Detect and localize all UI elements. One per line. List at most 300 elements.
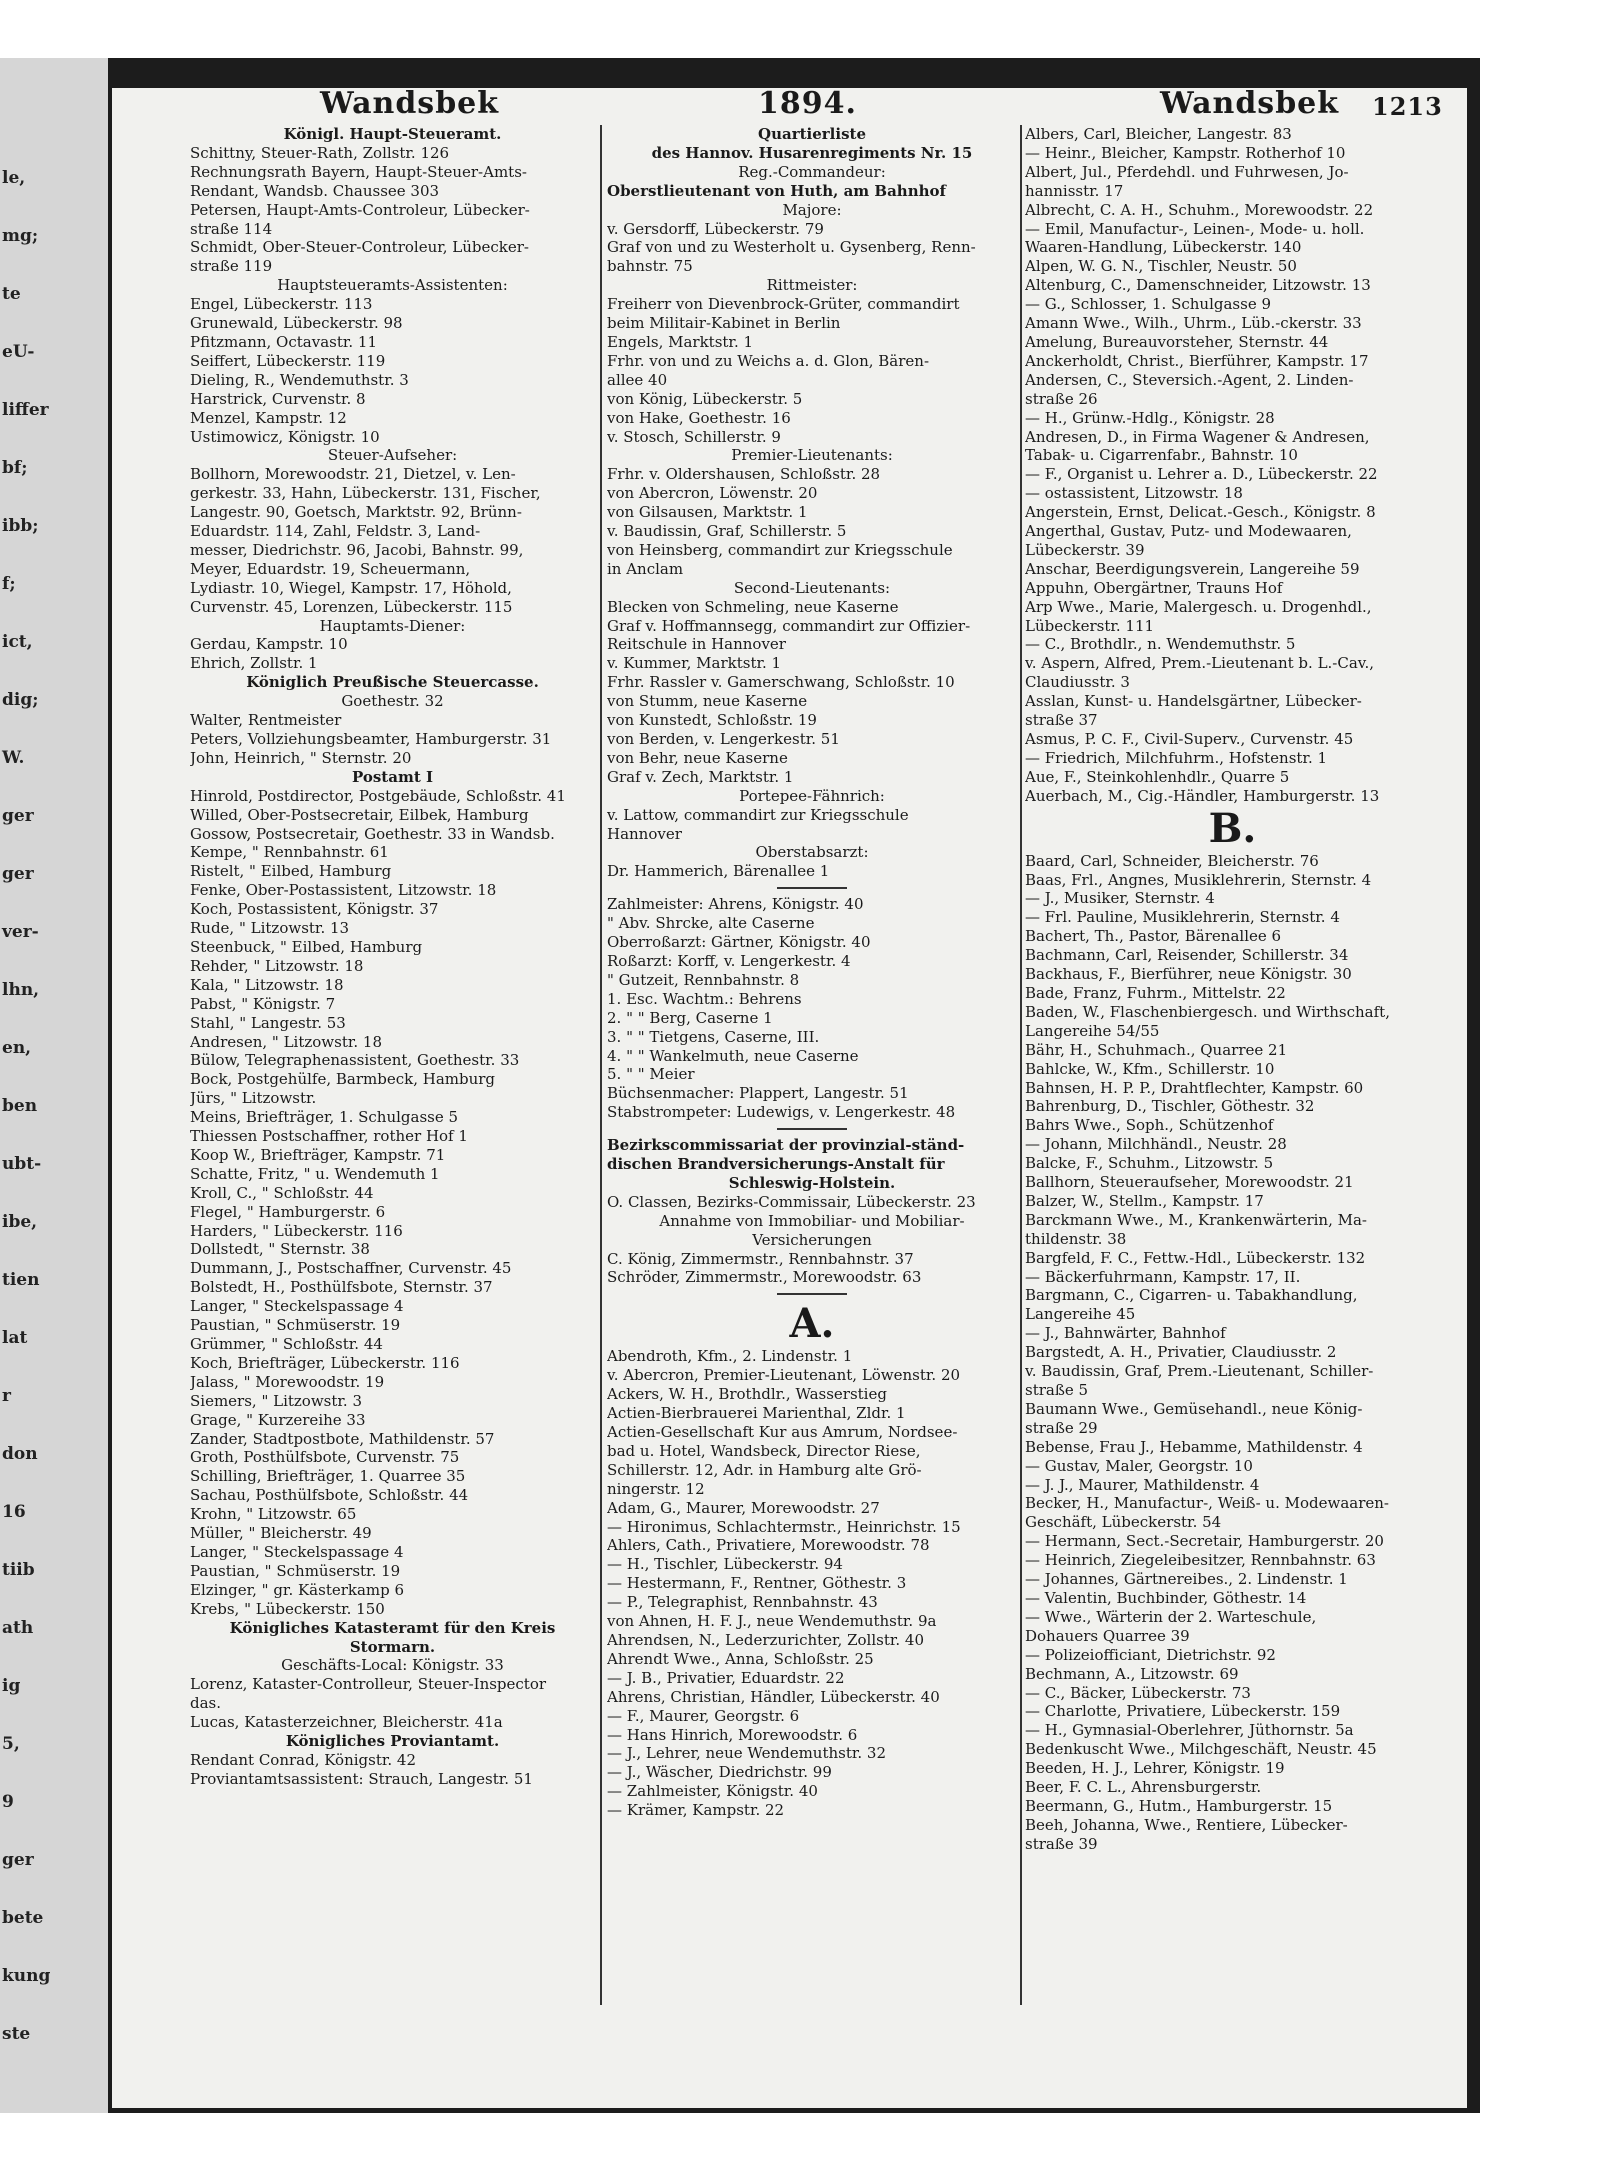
directory-entry: Aue, F., Steinkohlenhdlr., Quarre 5	[1025, 767, 1290, 786]
directory-entry: Koch, Briefträger, Lübeckerstr. 116	[190, 1353, 460, 1372]
directory-entry: Actien-Gesellschaft Kur aus Amrum, Nordsee-	[607, 1423, 958, 1441]
directory-entry: Siemers, " Litzowstr. 3	[190, 1391, 363, 1410]
directory-entry: Andersen, C., Steversich.-Agent, 2. Linden-	[1025, 370, 1354, 389]
directory-entry: — Charlotte, Privatiere, Lübeckerstr. 159	[1025, 1702, 1341, 1721]
directory-entry: von Kunstedt, Schloßstr. 19	[607, 711, 817, 730]
directory-entry: Proviantamtsassistent: Strauch, Langestr. 51	[190, 1769, 533, 1788]
directory-entry: bahnstr. 75	[607, 257, 693, 276]
section-heading: Königliches Katasteramt für den Kreis	[229, 1618, 556, 1637]
facing-page-fragment: 9	[2, 1792, 14, 1812]
directory-entry: C. König, Zimmermstr., Rennbahnstr. 37	[607, 1249, 914, 1268]
directory-entry: Ahrens, Christian, Händler, Lübeckerstr. 40	[607, 1687, 940, 1706]
directory-entry: Graf v. Zech, Marktstr. 1	[607, 767, 794, 786]
directory-entry: Anschar, Beerdigungsverein, Langereihe 59	[1025, 559, 1360, 578]
facing-page-fragment: ibe,	[2, 1212, 38, 1232]
facing-page-fragment: tien	[2, 1270, 40, 1290]
section-heading: Königl. Haupt-Steueramt.	[283, 125, 502, 143]
section-heading: Quartierliste	[758, 125, 866, 143]
directory-entry: Beeden, H. J., Lehrer, Königstr. 19	[1025, 1759, 1285, 1778]
facing-page-fragment: ger	[2, 806, 34, 826]
section-heading: Versicherungen	[752, 1230, 872, 1249]
directory-entry: Eduardstr. 114, Zahl, Feldstr. 3, Land-	[190, 522, 481, 541]
directory-entry: Bezirkscommissariat der provinzial-ständ-	[607, 1136, 965, 1155]
directory-entry: Bolstedt, H., Posthülfsbote, Sternstr. 37	[190, 1278, 493, 1297]
directory-entry: Beermann, G., Hutm., Hamburgerstr. 15	[1025, 1796, 1333, 1815]
directory-entry: straße 37	[1025, 711, 1098, 730]
directory-entry: Amelung, Bureauvorsteher, Sternstr. 44	[1025, 332, 1329, 351]
directory-entry: Baas, Frl., Angnes, Musiklehrerin, Sternstr. 4	[1025, 870, 1372, 889]
directory-entry: Peters, Vollziehungsbeamter, Hamburgerstr. 31	[190, 730, 552, 748]
directory-entry: das.	[190, 1694, 222, 1713]
directory-entry: Andresen, D., in Firma Wagener & Andresen,	[1025, 427, 1370, 446]
directory-entry: Menzel, Kampstr. 12	[190, 408, 347, 427]
directory-entry: Baumann Wwe., Gemüsehandl., neue König-	[1025, 1399, 1363, 1418]
directory-entry: Ackers, W. H., Brothdlr., Wasserstieg	[607, 1385, 887, 1404]
directory-entry: Actien-Bierbrauerei Marienthal, Zldr. 1	[607, 1404, 906, 1423]
directory-entry: Albrecht, C. A. H., Schuhm., Morewoodstr. 22	[1025, 200, 1374, 219]
directory-entry: v. Gersdorff, Lübeckerstr. 79	[607, 219, 824, 238]
facing-page-fragment: le,	[2, 168, 26, 188]
directory-entry: Meyer, Eduardstr. 19, Scheuermann,	[190, 559, 471, 578]
directory-entry: Bargmann, C., Cigarren- u. Tabakhandlung,	[1025, 1286, 1358, 1305]
directory-entry: — F., Maurer, Georgstr. 6	[607, 1706, 800, 1725]
directory-entry: Oberstlieutenant von Huth, am Bahnhof	[607, 181, 946, 200]
directory-entry: — J., Bahnwärter, Bahnhof	[1025, 1324, 1226, 1343]
directory-entry: — Polizeiofficiant, Dietrichstr. 92	[1025, 1645, 1276, 1664]
directory-entry: Dollstedt, " Sternstr. 38	[190, 1240, 370, 1259]
directory-entry: Balzer, W., Stellm., Kampstr. 17	[1025, 1191, 1264, 1210]
directory-entry: Langereihe 45	[1025, 1305, 1136, 1324]
facing-page-fragment: bete	[2, 1908, 44, 1928]
column-middle	[607, 125, 1017, 1820]
directory-entry: Walter, Rentmeister	[190, 711, 342, 730]
directory-entry: — Hironimus, Schlachtermstr., Heinrichstr. 15	[607, 1517, 961, 1536]
directory-entry: 5. " " Meier	[607, 1065, 695, 1084]
directory-entry: Bahnsen, H. P. P., Drahtflechter, Kampstr. 60	[1025, 1078, 1364, 1097]
directory-entry: v. Baudissin, Graf, Prem.-Lieutenant, Schiller-	[1025, 1362, 1374, 1381]
directory-entry: Rechnungsrath Bayern, Haupt-Steuer-Amts-	[190, 162, 527, 181]
directory-entry: — Gustav, Maler, Georgstr. 10	[1025, 1456, 1253, 1475]
facing-page-fragment: W.	[2, 748, 25, 768]
directory-entry: — C., Brothdlr., n. Wendemuthstr. 5	[1025, 635, 1296, 654]
directory-entry: — H., Gymnasial-Oberlehrer, Jüthornstr. 5a	[1025, 1721, 1354, 1740]
section-heading: Portepee-Fähnrich:	[739, 786, 885, 805]
facing-page-fragment: ict,	[2, 632, 33, 652]
directory-entry: von Abercron, Löwenstr. 20	[607, 484, 818, 503]
section-heading: Postamt I	[351, 767, 433, 786]
directory-entry: straße 114	[190, 219, 273, 238]
directory-entry: — Heinrich, Ziegeleibesitzer, Rennbahnstr. 63	[1025, 1551, 1376, 1570]
directory-entry: Stahl, " Langestr. 53	[190, 1013, 346, 1032]
section-heading: Oberstabsarzt:	[755, 843, 869, 862]
directory-entry: von Heinsberg, commandirt zur Kriegsschule	[607, 540, 953, 559]
directory-entry: von Ahnen, H. F. J., neue Wendemuthstr. 9a	[607, 1612, 937, 1631]
facing-page-fragment: kung	[2, 1966, 51, 1986]
directory-entry: — ostassistent, Litzowstr. 18	[1025, 484, 1243, 503]
directory-entry: Schatte, Fritz, " u. Wendemuth 1	[190, 1164, 440, 1183]
directory-entry: Zander, Stadtpostbote, Mathildenstr. 57	[190, 1429, 495, 1448]
section-divider	[777, 1293, 847, 1295]
directory-entry: Claudiusstr. 3	[1025, 673, 1130, 692]
directory-entry: v. Lattow, commandirt zur Kriegsschule	[607, 805, 909, 824]
directory-entry: Meins, Briefträger, 1. Schulgasse 5	[190, 1108, 459, 1127]
directory-entry: straße 26	[1025, 389, 1098, 408]
section-heading: Steuer-Aufseher:	[327, 446, 458, 465]
directory-entry: Thiessen Postschaffner, rother Hof 1	[190, 1127, 468, 1146]
directory-entry: Flegel, " Hamburgerstr. 6	[190, 1202, 386, 1221]
directory-entry: — Hestermann, F., Rentner, Göthestr. 3	[607, 1574, 907, 1593]
directory-entry: 1. Esc. Wachtm.: Behrens	[607, 989, 802, 1008]
section-divider	[777, 1128, 847, 1130]
directory-entry: Engel, Lübeckerstr. 113	[190, 295, 373, 314]
directory-entry: — P., Telegraphist, Rennbahnstr. 43	[607, 1593, 878, 1612]
directory-entry: Paustian, " Schmüserstr. 19	[190, 1561, 401, 1580]
directory-entry: Kempe, " Rennbahnstr. 61	[190, 843, 389, 862]
directory-entry: messer, Diedrichstr. 96, Jacobi, Bahnstr. 99,	[190, 540, 524, 559]
header-right-title: Wandsbek	[1160, 86, 1340, 121]
directory-entry: Frhr. von und zu Weichs a. d. Glon, Bären-	[607, 351, 930, 370]
directory-entry: Altenburg, C., Damenschneider, Litzowstr. 13	[1025, 276, 1371, 295]
directory-entry: Blecken von Schmeling, neue Kaserne	[607, 597, 899, 616]
section-heading: Second-Lieutenants:	[733, 578, 891, 597]
directory-entry: Steenbuck, " Eilbed, Hamburg	[190, 937, 423, 956]
section-heading: Hauptsteueramts-Assistenten:	[277, 276, 508, 295]
directory-entry: Amann Wwe., Wilh., Uhrm., Lüb.-ckerstr. 33	[1025, 314, 1362, 333]
directory-entry: straße 119	[190, 257, 273, 276]
directory-entry: Rendant, Wandsb. Chaussee 303	[190, 181, 440, 200]
directory-entry: — Friedrich, Milchfuhrm., Hofstenstr. 1	[1025, 748, 1328, 767]
directory-entry: Grümmer, " Schloßstr. 44	[190, 1335, 383, 1353]
directory-entry: Rendant Conrad, Königstr. 42	[190, 1750, 417, 1769]
directory-entry: Bock, Postgehülfe, Barmbeck, Hamburg	[190, 1070, 496, 1089]
directory-entry: v. Aspern, Alfred, Prem.-Lieutenant b. L.-Cav.,	[1025, 654, 1375, 673]
directory-entry: — Hermann, Sect.-Secretair, Hamburgerstr. 20	[1025, 1532, 1384, 1551]
directory-entry: Frhr. v. Oldershausen, Schloßstr. 28	[607, 465, 881, 484]
directory-entry: Bahrenburg, D., Tischler, Göthestr. 32	[1025, 1097, 1315, 1116]
directory-entry: — Zahlmeister, Königstr. 40	[607, 1782, 818, 1801]
directory-entry: Ahrendt Wwe., Anna, Schloßstr. 25	[607, 1649, 874, 1668]
directory-entry: Krohn, " Litzowstr. 65	[190, 1505, 357, 1524]
facing-page-fragment: mg;	[2, 226, 39, 246]
directory-entry: Barckmann Wwe., M., Krankenwärterin, Ma-	[1025, 1210, 1367, 1229]
directory-entry: Rude, " Litzowstr. 13	[190, 919, 350, 938]
facing-page-fragment: ig	[2, 1676, 21, 1696]
facing-page-fragment: lat	[2, 1328, 28, 1348]
header-year: 1894.	[758, 86, 857, 121]
directory-entry: Frhr. Rassler v. Gamerschwang, Schloßstr. 10	[607, 673, 955, 692]
directory-entry: Dr. Hammerich, Bärenallee 1	[607, 862, 830, 881]
section-heading: Königlich Preußische Steuercasse.	[246, 673, 539, 692]
directory-entry: — J., Wäscher, Diedrichstr. 99	[607, 1763, 832, 1782]
section-heading: Premier-Lieutenants:	[731, 446, 893, 465]
directory-entry: — Krämer, Kampstr. 22	[607, 1801, 785, 1820]
directory-entry: Bargstedt, A. H., Privatier, Claudiusstr. 2	[1025, 1343, 1337, 1362]
facing-page-fragment: ubt-	[2, 1154, 42, 1174]
directory-entry: — Johannes, Gärtnereibes., 2. Lindenstr. 1	[1025, 1570, 1348, 1589]
directory-entry: Arp Wwe., Marie, Malergesch. u. Drogenhdl.,	[1025, 597, 1372, 616]
directory-entry: Schröder, Zimmermstr., Morewoodstr. 63	[607, 1268, 922, 1287]
directory-entry: straße 29	[1025, 1418, 1098, 1437]
directory-entry: Adam, G., Maurer, Morewoodstr. 27	[607, 1498, 880, 1517]
directory-entry: gerkestr. 33, Hahn, Lübeckerstr. 131, Fischer,	[190, 484, 541, 503]
directory-entry: Schmidt, Ober-Steuer-Controleur, Lübecker-	[190, 238, 529, 257]
facing-page-fragment: lhn,	[2, 980, 40, 1000]
directory-entry: Alpen, W. G. N., Tischler, Neustr. 50	[1025, 257, 1297, 276]
facing-page-fragment: don	[2, 1444, 38, 1464]
directory-entry: Abendroth, Kfm., 2. Lindenstr. 1	[607, 1347, 853, 1366]
directory-entry: Beer, F. C. L., Ahrensburgerstr.	[1025, 1778, 1262, 1797]
directory-entry: Ristelt, " Eilbed, Hamburg	[190, 862, 392, 881]
facing-page-edge	[0, 58, 108, 2113]
directory-entry: Waaren-Handlung, Lübeckerstr. 140	[1025, 238, 1302, 257]
section-heading: Schleswig-Holstein.	[728, 1173, 896, 1192]
facing-page-fragment: en,	[2, 1038, 32, 1058]
directory-entry: Becker, H., Manufactur-, Weiß- u. Modewaaren-	[1025, 1494, 1389, 1513]
facing-page-fragment: eU-	[2, 342, 35, 362]
directory-entry: Beeh, Johanna, Wwe., Rentiere, Lübecker-	[1025, 1815, 1348, 1834]
directory-entry: Hinrold, Postdirector, Postgebäude, Schloßstr. 41	[190, 786, 566, 805]
directory-entry: — C., Bäcker, Lübeckerstr. 73	[1025, 1683, 1251, 1702]
directory-entry: 4. " " Wankelmuth, neue Caserne	[607, 1046, 859, 1065]
directory-entry: Koop W., Briefträger, Kampstr. 71	[190, 1145, 446, 1164]
directory-entry: Dummann, J., Postschaffner, Curvenstr. 45	[190, 1259, 512, 1278]
letter-heading: A.	[789, 1301, 835, 1348]
directory-entry: Gossow, Postsecretair, Goethestr. 33 in Wandsb.	[190, 824, 555, 843]
facing-page-fragment: 5,	[2, 1734, 20, 1754]
directory-entry: Bülow, Telegraphenassistent, Goethestr. 33	[190, 1051, 520, 1070]
directory-entry: Kala, " Litzowstr. 18	[190, 975, 344, 994]
directory-entry: Baden, W., Flaschenbiergesch. und Wirthschaft,	[1025, 1002, 1390, 1021]
directory-entry: Bachmann, Carl, Reisender, Schillerstr. 34	[1025, 946, 1349, 965]
directory-entry: in Anclam	[607, 559, 684, 578]
directory-entry: bad u. Hotel, Wandsbeck, Director Riese,	[607, 1441, 921, 1460]
directory-entry: Dohauers Quarree 39	[1025, 1626, 1190, 1645]
directory-entry: Backhaus, F., Bierführer, neue Königstr. 30	[1025, 965, 1352, 984]
directory-entry: Gerdau, Kampstr. 10	[190, 635, 348, 654]
facing-page-fragment: ver-	[2, 922, 39, 942]
directory-entry: " Gutzeit, Rennbahnstr. 8	[607, 970, 800, 989]
directory-entry: Lydiastr. 10, Wiegel, Kampstr. 17, Höhold,	[190, 578, 512, 597]
directory-entry: v. Abercron, Premier-Lieutenant, Löwenstr. 20	[607, 1366, 961, 1385]
directory-entry: dischen Brandversicherungs-Anstalt für	[607, 1155, 945, 1174]
directory-entry: Ballhorn, Steueraufseher, Morewoodstr. 21	[1025, 1173, 1354, 1192]
facing-page-fragment: bf;	[2, 458, 28, 478]
directory-entry: Bahrs Wwe., Soph., Schützenhof	[1025, 1116, 1274, 1135]
directory-entry: — J., Musiker, Sternstr. 4	[1025, 889, 1215, 908]
directory-entry: — Frl. Pauline, Musiklehrerin, Sternstr. 4	[1025, 908, 1340, 927]
directory-entry: Willed, Ober-Postsecretair, Eilbek, Hamburg	[190, 805, 529, 824]
directory-entry: Asmus, P. C. F., Civil-Superv., Curvenstr. 45	[1025, 730, 1354, 748]
facing-page-fragment: ben	[2, 1096, 38, 1116]
directory-entry: hannisstr. 17	[1025, 181, 1124, 200]
section-divider	[777, 887, 847, 889]
directory-entry: Grage, " Kurzereihe 33	[190, 1410, 366, 1429]
directory-entry: — H., Grünw.-Hdlg., Königstr. 28	[1025, 408, 1275, 427]
directory-entry: Ahrendsen, N., Lederzurichter, Zollstr. 40	[607, 1630, 925, 1649]
section-heading: Königliches Proviantamt.	[285, 1732, 500, 1751]
directory-entry: von Berden, v. Lengerkestr. 51	[607, 730, 840, 748]
directory-entry: Grunewald, Lübeckerstr. 98	[190, 314, 403, 333]
directory-entry: Asslan, Kunst- u. Handelsgärtner, Lübecker-	[1025, 692, 1362, 711]
column-right	[1025, 125, 1440, 1854]
directory-entry: Balcke, F., Schuhm., Litzowstr. 5	[1025, 1154, 1274, 1173]
section-heading: Rittmeister:	[766, 276, 858, 295]
directory-entry: von Behr, neue Kaserne	[607, 748, 788, 767]
facing-page-fragment: ste	[2, 2024, 31, 2044]
directory-entry: Paustian, " Schmüserstr. 19	[190, 1316, 401, 1335]
directory-entry: Bähr, H., Schuhmach., Quarree 21	[1025, 1040, 1288, 1059]
directory-entry: Groth, Posthülfsbote, Curvenstr. 75	[190, 1448, 460, 1467]
directory-entry: ningerstr. 12	[607, 1479, 705, 1498]
directory-entry: Langereihe 54/55	[1025, 1021, 1160, 1040]
directory-entry: — J. B., Privatier, Eduardstr. 22	[607, 1668, 845, 1687]
directory-entry: Graf von und zu Westerholt u. Gysenberg, Renn-	[607, 238, 976, 257]
directory-entry: — J., Lehrer, neue Wendemuthstr. 32	[607, 1744, 887, 1763]
directory-entry: — Emil, Manufactur-, Leinen-, Mode- u. holl.	[1025, 219, 1365, 238]
section-heading: Reg.-Commandeur:	[738, 162, 886, 181]
directory-entry: 3. " " Tietgens, Caserne, III.	[607, 1027, 820, 1046]
directory-entry: straße 39	[1025, 1834, 1098, 1853]
directory-entry: Bachert, Th., Pastor, Bärenallee 6	[1025, 927, 1282, 946]
directory-entry: Harstrick, Curvenstr. 8	[190, 389, 366, 408]
section-heading: Hauptamts-Diener:	[319, 616, 466, 635]
directory-entry: Stabstrompeter: Ludewigs, v. Lengerkestr. 48	[607, 1103, 956, 1122]
directory-entry: — F., Organist u. Lehrer a. D., Lübeckerstr. 22	[1025, 465, 1378, 484]
directory-entry: — H., Tischler, Lübeckerstr. 94	[607, 1555, 843, 1574]
column-divider	[600, 125, 602, 2005]
directory-entry: Geschäft, Lübeckerstr. 54	[1025, 1513, 1222, 1532]
directory-entry: von Hake, Goethestr. 16	[607, 408, 791, 427]
directory-entry: Tabak- u. Cigarrenfabr., Bahnstr. 10	[1025, 446, 1298, 465]
directory-entry: " Abv. Shrcke, alte Caserne	[607, 914, 815, 933]
directory-entry: Lübeckerstr. 111	[1025, 616, 1155, 635]
directory-entry: Kroll, C., " Schloßstr. 44	[190, 1183, 374, 1202]
directory-entry: Reitschule in Hannover	[607, 635, 786, 654]
facing-page-fragment: ibb;	[2, 516, 39, 536]
directory-entry: Jalass, " Morewoodstr. 19	[190, 1372, 385, 1391]
directory-entry: Andresen, " Litzowstr. 18	[190, 1032, 383, 1051]
directory-entry: Schilling, Briefträger, 1. Quarree 35	[190, 1467, 466, 1486]
facing-page-fragment: 16	[2, 1502, 26, 1522]
column-left	[190, 125, 595, 1789]
directory-entry: O. Classen, Bezirks-Commissair, Lübeckerstr. 23	[607, 1192, 976, 1211]
page-number: 1213	[1372, 92, 1443, 121]
directory-entry: Krebs, " Lübeckerstr. 150	[190, 1599, 385, 1618]
directory-entry: thildenstr. 38	[1025, 1229, 1127, 1248]
directory-entry: Seiffert, Lübeckerstr. 119	[190, 351, 386, 370]
directory-entry: Albert, Jul., Pferdehdl. und Fuhrwesen, Jo-	[1025, 162, 1349, 181]
directory-entry: Schittny, Steuer-Rath, Zollstr. 126	[190, 143, 450, 162]
directory-entry: Harders, " Lübeckerstr. 116	[190, 1221, 403, 1240]
facing-page-fragment: dig;	[2, 690, 39, 710]
directory-entry: Ustimowicz, Königstr. 10	[190, 427, 380, 446]
facing-page-fragment: f;	[2, 574, 16, 594]
directory-entry: Hannover	[607, 824, 682, 843]
directory-entry: Pabst, " Königstr. 7	[190, 994, 336, 1013]
directory-entry: Langer, " Steckelspassage 4	[190, 1542, 404, 1561]
facing-page-fragment: ger	[2, 1850, 34, 1870]
directory-entry: 2. " " Berg, Caserne 1	[607, 1008, 773, 1027]
directory-entry: — J. J., Maurer, Mathildenstr. 4	[1025, 1475, 1260, 1494]
letter-heading: B.	[1208, 805, 1257, 852]
directory-entry: v. Kummer, Marktstr. 1	[607, 654, 782, 673]
section-heading: Annahme von Immobiliar- und Mobiliar-	[659, 1211, 965, 1230]
directory-entry: Lucas, Katasterzeichner, Bleicherstr. 41a	[190, 1713, 503, 1732]
directory-entry: von Gilsausen, Marktstr. 1	[607, 503, 808, 522]
facing-page-fragment: liffer	[2, 400, 49, 420]
directory-entry: Appuhn, Obergärtner, Trauns Hof	[1025, 578, 1283, 597]
directory-entry: allee 40	[607, 370, 668, 389]
directory-entry: Engels, Marktstr. 1	[607, 332, 754, 351]
directory-entry: Oberroßarzt: Gärtner, Königstr. 40	[607, 933, 871, 952]
directory-entry: Auerbach, M., Cig.-Händler, Hamburgerstr. 13	[1025, 786, 1380, 805]
directory-entry: — Wwe., Wärterin der 2. Warteschule,	[1025, 1607, 1317, 1626]
directory-entry: Freiherr von Dievenbrock-Grüter, commandirt	[607, 295, 960, 314]
directory-entry: Büchsenmacher: Plappert, Langestr. 51	[607, 1084, 909, 1103]
directory-entry: — Johann, Milchhändl., Neustr. 28	[1025, 1135, 1287, 1154]
directory-entry: Roßarzt: Korff, v. Lengerkestr. 4	[607, 951, 851, 970]
directory-entry: von Stumm, neue Kaserne	[607, 692, 808, 711]
facing-page-fragment: ath	[2, 1618, 34, 1638]
directory-entry: Dieling, R., Wendemuthstr. 3	[190, 370, 409, 389]
directory-entry: — Heinr., Bleicher, Kampstr. Rotherhof 10	[1025, 143, 1346, 162]
directory-entry: v. Stosch, Schillerstr. 9	[607, 427, 781, 446]
directory-entry: Langer, " Steckelspassage 4	[190, 1297, 404, 1316]
facing-page-fragment: ger	[2, 864, 34, 884]
directory-entry: Müller, " Bleicherstr. 49	[190, 1524, 372, 1543]
directory-entry: Bade, Franz, Fuhrm., Mittelstr. 22	[1025, 983, 1286, 1002]
section-heading: des Hannov. Husarenregiments Nr. 15	[651, 143, 973, 162]
directory-entry: Bechmann, A., Litzowstr. 69	[1025, 1664, 1239, 1683]
directory-entry: Elzinger, " gr. Kästerkamp 6	[190, 1580, 405, 1599]
directory-entry: — G., Schlosser, 1. Schulgasse 9	[1025, 295, 1272, 314]
directory-entry: Ehrich, Zollstr. 1	[190, 654, 318, 673]
directory-entry: Zahlmeister: Ahrens, Königstr. 40	[607, 895, 864, 914]
directory-entry: Angerthal, Gustav, Putz- und Modewaaren,	[1025, 522, 1352, 541]
section-heading: Stormarn.	[349, 1637, 436, 1656]
directory-entry: Fenke, Ober-Postassistent, Litzowstr. 18	[190, 881, 497, 900]
directory-entry: Graf v. Hoffmannsegg, commandirt zur Offizier-	[607, 616, 971, 635]
section-heading: Geschäfts-Local: Königstr. 33	[281, 1656, 504, 1675]
directory-entry: Schillerstr. 12, Adr. in Hamburg alte Grö-	[607, 1460, 922, 1479]
header-left-title: Wandsbek	[320, 86, 500, 121]
column-divider	[1020, 125, 1022, 2005]
directory-entry: Jürs, " Litzowstr.	[190, 1089, 317, 1108]
directory-entry: Bedenkuscht Wwe., Milchgeschäft, Neustr. 45	[1025, 1740, 1377, 1759]
directory-entry: — Bäckerfuhrmann, Kampstr. 17, II.	[1025, 1267, 1301, 1286]
directory-entry: von König, Lübeckerstr. 5	[607, 389, 803, 408]
directory-entry: Rehder, " Litzowstr. 18	[190, 956, 364, 975]
directory-entry: Bahlcke, W., Kfm., Schillerstr. 10	[1025, 1059, 1275, 1078]
facing-page-fragment: te	[2, 284, 21, 304]
directory-entry: — Valentin, Buchbinder, Göthestr. 14	[1025, 1588, 1307, 1607]
directory-entry: Lübeckerstr. 39	[1025, 540, 1145, 559]
directory-entry: Lorenz, Kataster-Controlleur, Steuer-Inspector	[190, 1675, 547, 1694]
section-heading: Majore:	[782, 200, 842, 219]
directory-entry: — Hans Hinrich, Morewoodstr. 6	[607, 1725, 858, 1744]
directory-entry: Ahlers, Cath., Privatiere, Morewoodstr. 78	[607, 1536, 930, 1555]
section-heading: Goethestr. 32	[341, 692, 444, 711]
facing-page-fragment: r	[2, 1386, 11, 1406]
directory-entry: v. Baudissin, Graf, Schillerstr. 5	[607, 522, 847, 541]
directory-entry: Curvenstr. 45, Lorenzen, Lübeckerstr. 115	[190, 597, 513, 616]
directory-entry: beim Militair-Kabinet in Berlin	[607, 314, 841, 333]
directory-entry: Bebense, Frau J., Hebamme, Mathildenstr. 4	[1025, 1437, 1363, 1456]
directory-entry: Bargfeld, F. C., Fettw.-Hdl., Lübeckerstr. 132	[1025, 1248, 1366, 1267]
directory-entry: Anckerholdt, Christ., Bierführer, Kampstr. 17	[1025, 351, 1369, 370]
directory-entry: Angerstein, Ernst, Delicat.-Gesch., Königstr. 8	[1025, 503, 1376, 522]
directory-entry: Pfitzmann, Octavastr. 11	[190, 332, 378, 351]
